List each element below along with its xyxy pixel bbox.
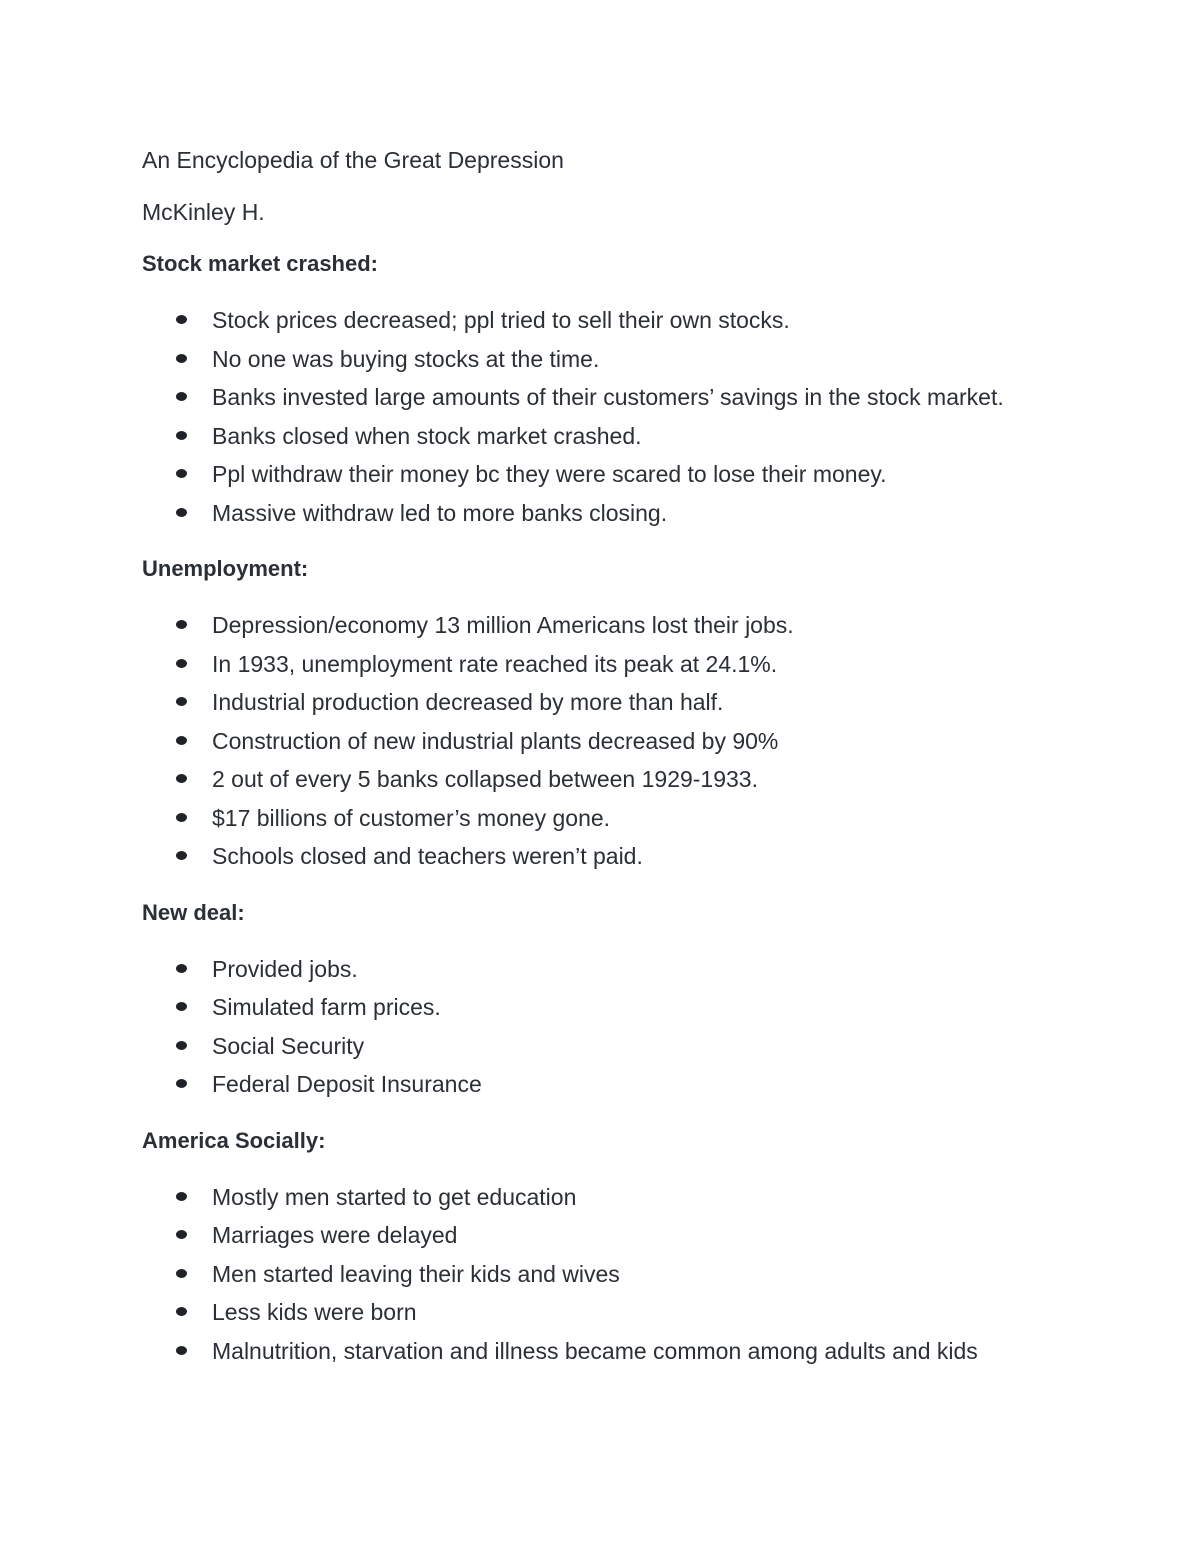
list-item [142, 799, 1012, 838]
list-item-text: Banks closed when stock market crashed. [212, 422, 642, 449]
list-item-text: Simulated farm prices. [212, 994, 441, 1020]
bullet-icon [176, 354, 187, 363]
list-item-text: Social Security [212, 1032, 365, 1059]
section-heading: Stock market crashed: [142, 251, 378, 276]
bullet-icon [176, 736, 187, 745]
bullet-list [142, 301, 1102, 532]
bullet-icon [176, 774, 187, 783]
list-item-text: $17 billions of customer’s money gone. [212, 804, 611, 831]
bullet-icon [176, 620, 187, 629]
list-item [142, 683, 1012, 722]
list-item [142, 645, 1012, 684]
bullet-icon [176, 1192, 187, 1201]
list-item [142, 1065, 1012, 1104]
bullet-list [142, 950, 1102, 1104]
list-item [142, 1216, 1012, 1255]
section-stock-market [142, 247, 1102, 532]
bullet-icon [176, 1230, 187, 1239]
document-author: McKinley H. [142, 199, 265, 225]
list-item [142, 494, 1012, 533]
document-page [142, 143, 1102, 1390]
bullet-icon [176, 431, 187, 440]
bullet-icon [176, 1346, 187, 1355]
section-america-socially [142, 1124, 1102, 1371]
list-item [142, 1027, 1012, 1066]
list-item-text: In 1933, unemployment rate reached its peak at 24.1%. [212, 650, 778, 677]
list-item-text: Less kids were born [212, 1299, 417, 1325]
bullet-icon [176, 1041, 187, 1050]
bullet-icon [176, 813, 187, 822]
list-item-text: Banks invested large amounts of their customers’ savings in the stock market. [212, 384, 1004, 410]
list-item-text: Construction of new industrial plants decreased by 90% [212, 727, 779, 754]
list-item-text: Schools closed and teachers weren’t paid. [212, 843, 643, 869]
list-item [142, 988, 1012, 1027]
list-item-text: Mostly men started to get education [212, 1183, 577, 1210]
list-item-text: Malnutrition, starvation and illness became common among adults and kids [212, 1337, 978, 1364]
list-item [142, 378, 1012, 417]
bullet-icon [176, 392, 187, 401]
list-item [142, 760, 1012, 799]
list-item [142, 837, 1012, 876]
section-unemployment [142, 552, 1102, 876]
section-new-deal [142, 896, 1102, 1104]
list-item [142, 1293, 1012, 1332]
list-item-text: Ppl withdraw their money bc they were scared to lose their money. [212, 461, 887, 487]
list-item [142, 722, 1012, 761]
bullet-icon [176, 1002, 187, 1011]
bullet-icon [176, 964, 187, 973]
list-item-text: 2 out of every 5 banks collapsed between 1929-1933. [212, 766, 758, 792]
section-heading: Unemployment: [142, 556, 309, 581]
bullet-icon [176, 508, 187, 517]
bullet-list [142, 606, 1102, 876]
list-item [142, 417, 1012, 456]
bullet-icon [176, 1269, 187, 1278]
list-item [142, 950, 1012, 989]
bullet-list [142, 1178, 1102, 1371]
list-item-text: Massive withdraw led to more banks closing. [212, 499, 668, 526]
bullet-icon [176, 851, 187, 860]
document-title: An Encyclopedia of the Great Depression [142, 147, 564, 173]
bullet-icon [176, 697, 187, 706]
bullet-icon [176, 1079, 187, 1088]
list-item [142, 301, 1012, 340]
list-item-text: No one was buying stocks at the time. [212, 345, 600, 372]
list-item-text: Men started leaving their kids and wives [212, 1260, 620, 1287]
list-item-text: Industrial production decreased by more than half. [212, 689, 724, 715]
list-item-text: Stock prices decreased; ppl tried to sell their own stocks. [212, 307, 790, 333]
list-item-text: Federal Deposit Insurance [212, 1071, 482, 1097]
list-item [142, 455, 1012, 494]
list-item [142, 1255, 1012, 1294]
list-item [142, 340, 1012, 379]
bullet-icon [176, 659, 187, 668]
list-item [142, 1178, 1012, 1217]
list-item [142, 1332, 1092, 1371]
bullet-icon [176, 1307, 187, 1316]
bullet-icon [176, 315, 187, 324]
list-item-text: Provided jobs. [212, 955, 358, 982]
section-heading: America Socially: [142, 1127, 326, 1153]
list-item [142, 606, 1012, 645]
list-item-text: Depression/economy 13 million Americans lost their jobs. [212, 612, 794, 638]
list-item-text: Marriages were delayed [212, 1222, 458, 1248]
bullet-icon [176, 469, 187, 478]
section-heading: New deal: [142, 899, 245, 925]
